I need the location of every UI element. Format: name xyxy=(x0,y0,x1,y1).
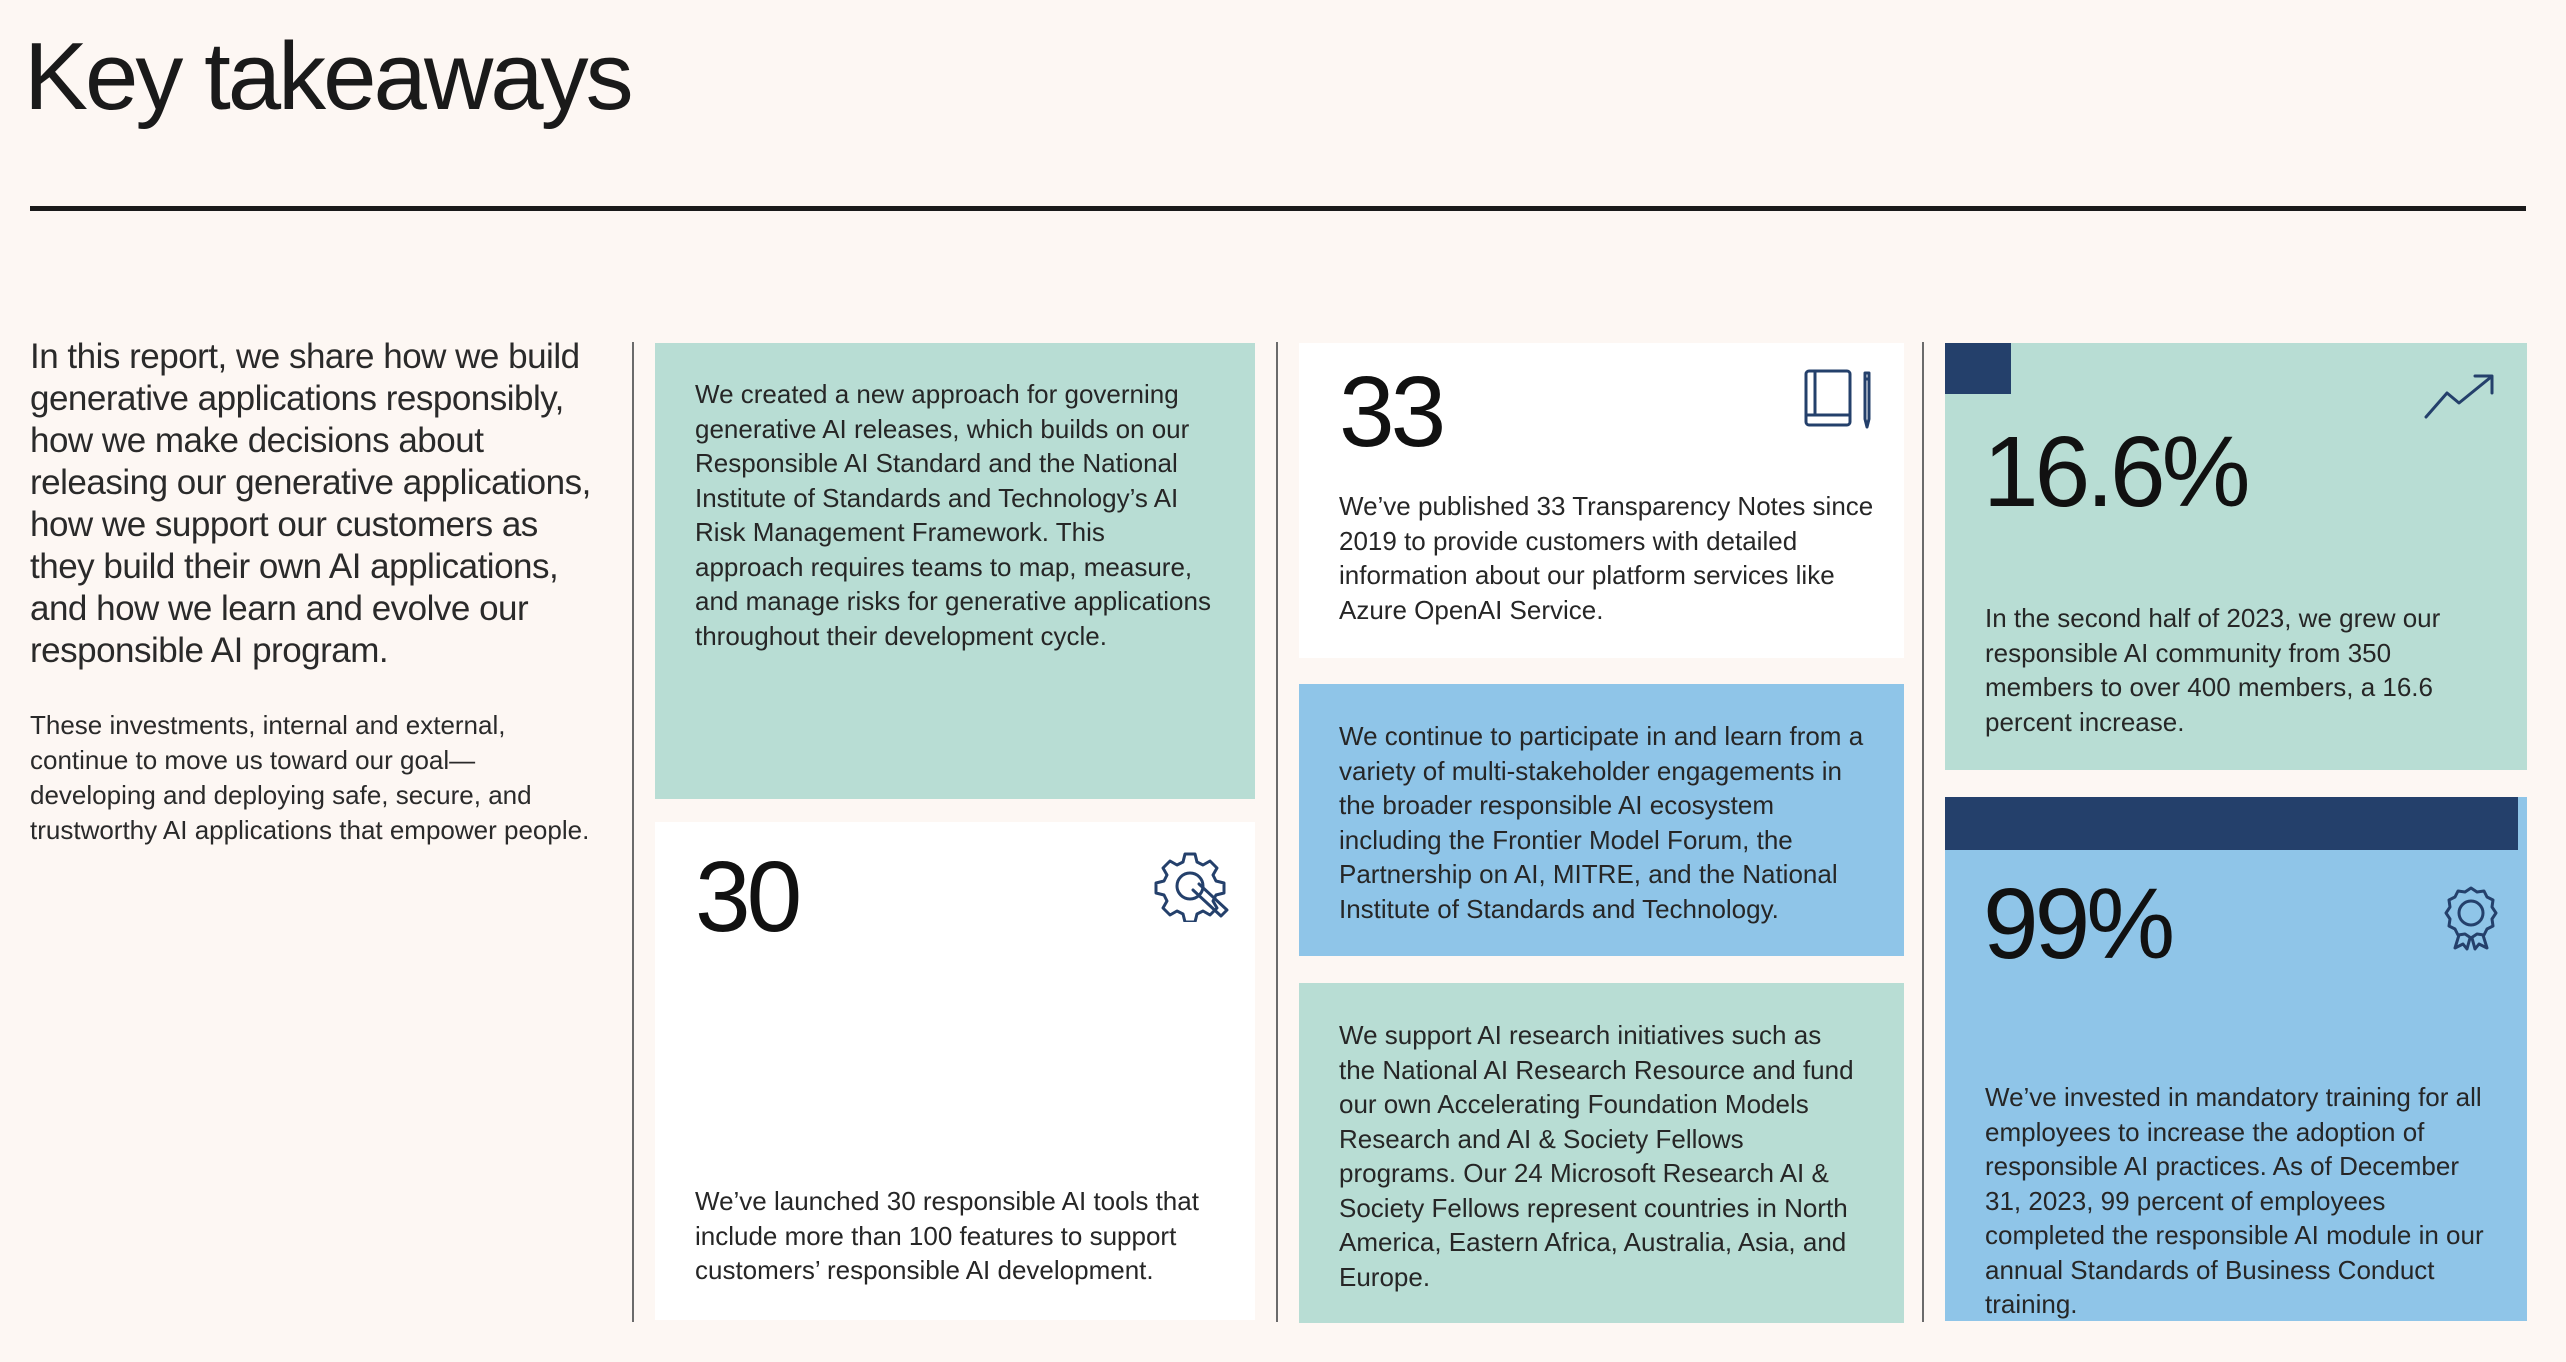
award-ribbon-icon xyxy=(2443,885,2499,956)
accent-bar xyxy=(1945,797,2518,850)
title-rule xyxy=(30,206,2526,211)
engagements-text: We continue to participate in and learn from a variety of multi-stakeholder engagements in the broader responsible AI ecosystem including the Frontier Model Forum, the Partnership on AI, MITRE, and the National Institute of Standards and Technology. xyxy=(1339,721,1864,924)
community-card xyxy=(1945,343,2527,770)
column-divider-3 xyxy=(1922,342,1924,1322)
gear-wrench-icon xyxy=(1153,850,1229,927)
intro-lead: In this report, we share how we build generative applications responsibly, how we make decisions about releasing our generative applications, how we support our customers as they build their own AI applications, and how we learn and evolve our responsible AI program. xyxy=(30,337,591,670)
research-text: We support AI research initiatives such as the National AI Research Resource and fund our own Accelerating Foundation Models Research and AI & Society Fellows programs. Our 24 Microsoft Research AI & Society Fellows represent countries in North America, Eastern Africa, Australia, Asia, and Europe. xyxy=(1339,1020,1854,1292)
governing-text: We created a new approach for governing generative AI releases, which builds on our Responsible AI Standard and the National Institute of Standards and Technology’s AI Risk Management Framework. This approach requires teams to map, measure, and manage risks for generative applications throughout their development cycle. xyxy=(695,379,1211,651)
page-title: Key takeaways xyxy=(24,23,631,130)
training-number: 99% xyxy=(1983,868,2172,980)
transparency-card xyxy=(1299,343,1904,658)
tools-card xyxy=(655,822,1255,1320)
notebook-pencil-icon xyxy=(1803,367,1877,438)
training-card xyxy=(1945,797,2527,1321)
transparency-number: 33 xyxy=(1339,356,1443,468)
transparency-text: We’ve published 33 Transparency Notes since 2019 to provide customers with detailed information about our platform services like Azure OpenAI Service. xyxy=(1339,491,1874,625)
column-divider-2 xyxy=(1276,342,1278,1322)
training-text: We’ve invested in mandatory training for all employees to increase the adoption of responsible AI practices. As of December 31, 2023, 99 percent of employees completed the responsible AI module in our annual Standards of Business Conduct training. xyxy=(1985,1082,2484,1319)
intro-section xyxy=(30,336,595,848)
engagements-card xyxy=(1299,684,1904,956)
research-card xyxy=(1299,983,1904,1323)
intro-body: These investments, internal and external, continue to move us toward our goal—developing and deploying safe, secure, and trustworthy AI applications that empower people. xyxy=(30,710,590,845)
governing-card xyxy=(655,343,1255,799)
community-text: In the second half of 2023, we grew our responsible AI community from 350 members to over 400 members, a 16.6 percent increase. xyxy=(1985,603,2441,737)
column-divider-1 xyxy=(632,342,634,1322)
tools-number: 30 xyxy=(695,841,799,953)
accent-block xyxy=(1945,343,2011,394)
community-number: 16.6% xyxy=(1983,416,2247,528)
trend-up-icon xyxy=(2423,371,2497,426)
tools-text: We’ve launched 30 responsible AI tools that include more than 100 features to support customers’ responsible AI development. xyxy=(695,1186,1199,1285)
